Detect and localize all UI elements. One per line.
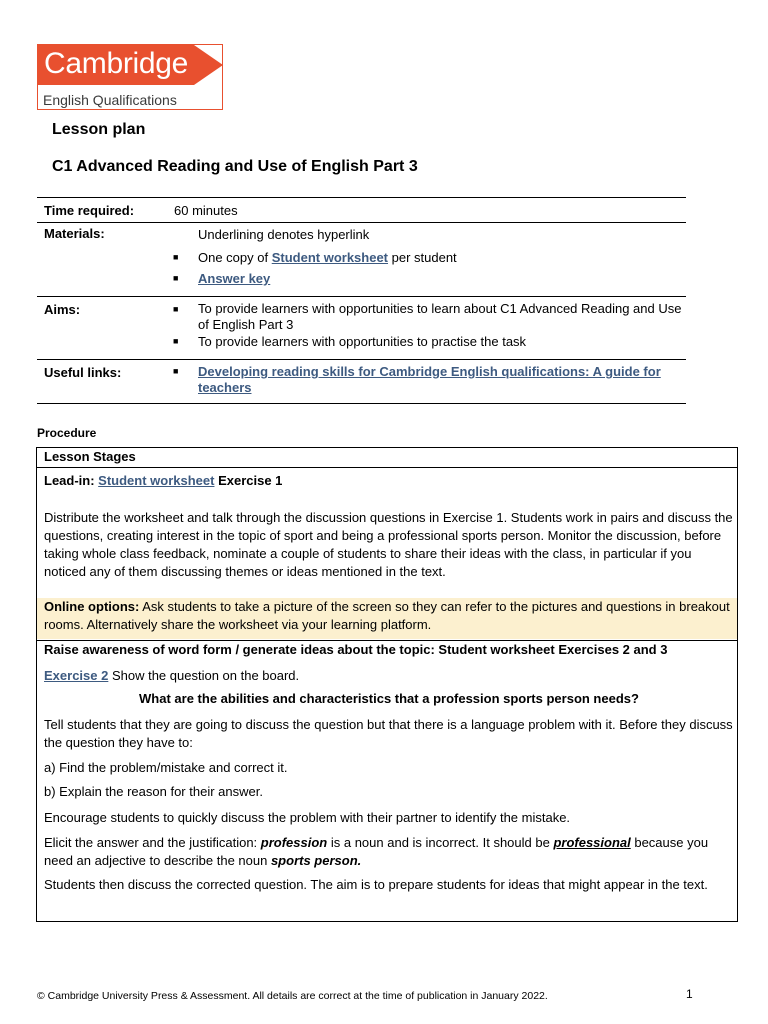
answer-key-link[interactable]: Answer key [198,271,271,286]
lead-in-label: Lead-in: [44,473,99,488]
materials-row [37,223,686,297]
materials-note: Underlining denotes hyperlink [198,227,370,242]
logo-brand-text: Cambridge [44,47,189,80]
lead-in-heading [44,472,734,490]
tell-students-text: Tell students that they are going to discuss the question but that there is a language problem with it. Before they discuss the question they have to: [44,717,733,750]
lead-in-worksheet-link[interactable]: Student worksheet [98,473,215,488]
lesson-stages-box [36,447,738,922]
step-b: b) Explain the reason for their answer. [44,784,263,799]
reading-skills-guide-link[interactable]: Developing reading skills for Cambridge English qualifications: A guide for teachers [198,364,661,395]
doc-type-title: Lesson plan [52,121,146,138]
useful-links-item [198,364,686,396]
info-table [37,197,686,404]
elicit-text [44,834,734,870]
board-question: What are the abilities and characteristics that a profession sports person needs? [139,691,639,706]
materials-item-2 [198,271,686,287]
bullet-icon: ■ [173,273,179,283]
materials-label: Materials: [44,226,105,241]
step-a: a) Find the problem/mistake and correct it. [44,760,288,775]
exercise-2-line [44,667,734,685]
word-professional: professional [553,835,631,850]
bullet-icon: ■ [173,304,179,314]
word-sports-person: sports person. [270,853,362,868]
useful-links-row [37,360,686,404]
divider [37,467,737,468]
copyright-footer: © Cambridge University Press & Assessment. All details are correct at the time of publication in January 2022. [37,990,548,1002]
doc-title: C1 Advanced Reading and Use of English Part 3 [52,158,418,175]
time-label: Time required: [44,203,135,218]
aims-label: Aims: [44,302,81,317]
student-worksheet-link[interactable]: Student worksheet [271,250,389,265]
aims-row [37,297,686,360]
word-profession: profession [260,835,328,850]
logo-arrow-shape [194,45,223,85]
materials-item-1 [198,250,686,266]
procedure-heading: Procedure [37,426,97,440]
time-value: 60 minutes [174,203,238,218]
aims-item-2: To provide learners with opportunities to practise the task [198,334,527,349]
bullet-icon: ■ [173,366,179,376]
online-options-body: Ask students to take a picture of the screen so they can refer to the pictures and questions in breakout rooms. Alternatively share the worksheet via your learning platform. [44,599,730,632]
elicit-mid-2: because you need an adjective to describe the noun [44,835,709,868]
aims-item-1: To provide learners with opportunities to learn about C1 Advanced Reading and Use of English Part 3 [198,301,682,332]
exercise-2-instruction: Show the question on the board. [108,668,300,683]
materials-item-1-post: per student [388,250,457,265]
lesson-stages-heading: Lesson Stages [44,449,136,464]
page-number: 1 [686,987,693,1001]
bullet-icon: ■ [173,336,179,346]
materials-item-1-pre: One copy of [198,250,272,265]
lead-in-exercise: Exercise 1 [214,473,283,488]
raise-awareness-heading: Raise awareness of word form / generate ideas about the topic: Student worksheet Exercises 2 and 3 [44,642,668,657]
then-text: Students then discuss the corrected question. The aim is to prepare students for ideas that might appear in the text. [44,877,708,892]
cambridge-logo [37,44,223,110]
elicit-pre: Elicit the answer and the justification: [44,835,261,850]
logo-subtitle: English Qualifications [43,92,177,108]
online-options-label: Online options: [44,599,140,614]
exercise-2-link[interactable]: Exercise 2 [44,668,109,683]
elicit-mid: is a noun and is incorrect. It should be [327,835,554,850]
online-options-text [44,598,734,634]
useful-links-label: Useful links: [44,365,122,380]
bullet-icon: ■ [173,252,179,262]
time-row [37,198,686,223]
lead-in-body: Distribute the worksheet and talk through the discussion questions in Exercise 1. Students work in pairs and discuss the questions, creating interest in the topic of sport and being a professional sports person. Monitor the discussion, before taking whole class feedback, nominate a couple of students to share their ideas with the class, in particular if you noticed any of them discussing themes or ideas mentioned in the text. [44,510,733,579]
encourage-text: Encourage students to quickly discuss the problem with their partner to identify the mistake. [44,810,571,825]
